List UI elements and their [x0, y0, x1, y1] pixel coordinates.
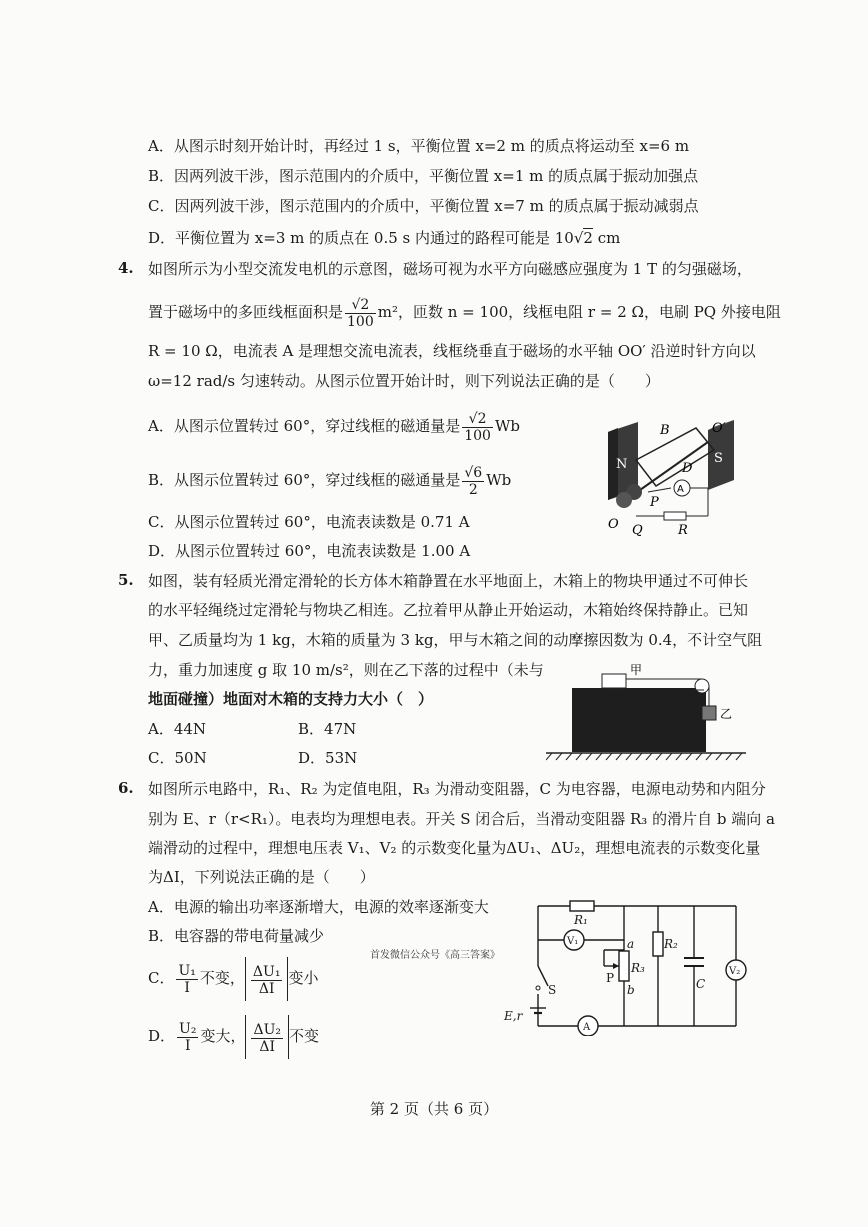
- sqrt-sign: √: [573, 229, 584, 247]
- q6-option-b: B．电容器的带电荷量减少: [148, 927, 325, 945]
- watermark-text: 首发微信公众号《高三答案》: [370, 950, 500, 961]
- q6-line3: 端滑动的过程中，理想电压表 V₁、V₂ 的示数变化量为ΔU₁、ΔU₂，理想电流表的示数变化量: [148, 839, 761, 857]
- page-footer: 第 2 页（共 6 页）: [369, 1100, 499, 1118]
- q4-line2: [148, 292, 781, 332]
- block-jia: [602, 674, 626, 688]
- q6-number: 6.: [118, 779, 134, 797]
- q3-option-d-text: D．平衡位置为 x=3 m 的质点在 0.5 s 内通过的路程可能是 10: [148, 229, 574, 247]
- q5-line4: 力，重力加速度 g 取 10 m/s²，则在乙下落的过程中（未与: [148, 661, 544, 679]
- q6-option-d-mid: 变大，: [200, 1027, 246, 1045]
- q6-option-d-label: D．: [148, 1027, 176, 1045]
- axle: [640, 442, 708, 490]
- label-o-prime: O′: [712, 421, 726, 436]
- switch-s: [538, 966, 548, 986]
- q4-option-a-fraction: [462, 411, 493, 444]
- q4-line4: ω=12 rad/s 匀速转动。从图示位置开始计时，则下列说法正确的是（ ）: [148, 372, 660, 390]
- q6-option-c-ratio: [176, 963, 197, 996]
- label-b-end: b: [627, 983, 635, 997]
- q6-option-d-ratio: [177, 1021, 198, 1054]
- label-d: D: [682, 461, 693, 476]
- resistor-r2: [653, 932, 663, 956]
- q6-option-c: [148, 956, 318, 1001]
- label-s: S: [714, 451, 723, 466]
- q4-area-num: √2: [345, 297, 376, 314]
- q4-option-a-num: √2: [462, 411, 493, 428]
- q5-option-a: A．44N: [148, 720, 207, 738]
- q4-option-b-num: √6: [464, 464, 483, 481]
- q6-option-c-abs: [245, 957, 289, 1001]
- label-p-slider: P: [606, 971, 615, 985]
- q6-option-c-post: 变小: [288, 969, 319, 987]
- label-ammeter: A: [677, 484, 684, 495]
- q4-line2-pre: 置于磁场中的多匝线框面积是: [148, 303, 344, 321]
- q3-option-a: A．从图示时刻开始计时，再经过 1 s，平衡位置 x=2 m 的质点将运动至 x=6 m: [148, 137, 690, 155]
- q6-line4: 为ΔI，下列说法正确的是（ ）: [148, 868, 375, 886]
- q3-option-d-radicand: 2: [583, 229, 593, 247]
- q6-option-c-mid: 不变，: [199, 969, 245, 987]
- q4-option-a-pre: A．从图示位置转过 60°，穿过线框的磁通量是: [148, 417, 461, 435]
- circuit-diagram: [500, 896, 758, 1036]
- resistor-r: [664, 512, 686, 520]
- q6-option-d-delta-den: ΔI: [259, 1038, 276, 1055]
- label-r3: R₃: [631, 961, 645, 975]
- q5-line3: 甲、乙质量均为 1 kg，木箱的质量为 3 kg，甲与木箱之间的动摩擦因数为 0.4，不计空气阻: [148, 631, 763, 649]
- q6-option-d-post: 不变: [289, 1027, 320, 1045]
- label-ammeter: A: [583, 1022, 591, 1033]
- q4-option-b-fraction: [462, 465, 484, 498]
- q4-area-fraction: [345, 297, 376, 330]
- q4-number: 4.: [118, 259, 134, 277]
- label-c: C: [696, 977, 706, 991]
- q6-option-c-delta-ratio: [251, 964, 283, 997]
- q5-option-c: C．50N: [148, 749, 207, 767]
- label-o: O: [608, 517, 619, 532]
- label-v1: V₁: [567, 936, 579, 947]
- q3-option-d-unit: cm: [592, 229, 621, 247]
- label-r: R: [678, 523, 688, 538]
- q5-line2: 的水平轻绳绕过定滑轮与物块乙相连。乙拉着甲从静止开始运动，木箱始终保持静止。已知: [148, 601, 749, 619]
- wooden-box: [572, 688, 706, 752]
- q6-option-d-ratio-num: U₂: [179, 1020, 197, 1037]
- box-pulley-diagram: [546, 664, 746, 764]
- pulley: [695, 679, 709, 693]
- q4-line3: R = 10 Ω，电流表 A 是理想交流电流表，线框绕垂直于磁场的水平轴 OO′ 沿逆时针方向以: [148, 342, 756, 360]
- q6-line1: 如图所示电路中，R₁、R₂ 为定值电阻，R₃ 为滑动变阻器，C 为电容器，电源电动势和内阻分: [148, 780, 766, 798]
- q4-option-a-den: 100: [464, 427, 491, 444]
- q3-option-c: C．因两列波干涉，图示范围内的介质中，平衡位置 x=7 m 的质点属于振动减弱点: [148, 197, 699, 215]
- q6-option-d-delta-num: ΔU₂: [253, 1021, 281, 1038]
- label-v2: V₂: [729, 966, 741, 977]
- label-jia: 甲: [630, 664, 643, 677]
- q4-line2-post: m²，匝数 n = 100，线框电阻 r = 2 Ω，电刷 PQ 外接电阻: [377, 303, 781, 321]
- q6-option-a: A．电源的输出功率逐渐增大，电源的效率逐渐变大: [148, 898, 489, 916]
- q3-option-b: B．因两列波干涉，图示范围内的介质中，平衡位置 x=1 m 的质点属于振动加强点: [148, 167, 699, 185]
- q4-option-c: C．从图示位置转过 60°，电流表读数是 0.71 A: [148, 513, 470, 531]
- coil-frame: [636, 428, 714, 486]
- q4-option-b-unit: Wb: [486, 471, 512, 489]
- q4-option-b-pre: B．从图示位置转过 60°，穿过线框的磁通量是: [148, 471, 461, 489]
- slider-arrow: [613, 963, 619, 969]
- q4-area-den: 100: [347, 313, 374, 330]
- q5-line5: 地面碰撞）地面对木箱的支持力大小（ ）: [148, 690, 434, 708]
- q6-line2: 别为 E、r（r<R₁）。电表均为理想电表。开关 S 闭合后，当滑动变阻器 R₃ 的滑片自 b 端向 a: [148, 810, 775, 828]
- q3-option-d: [148, 228, 620, 248]
- q6-option-d-delta-ratio: [251, 1022, 283, 1055]
- q4-option-d: D．从图示位置转过 60°，电流表读数是 1.00 A: [148, 542, 471, 560]
- label-yi: 乙: [720, 707, 733, 721]
- label-a-end: a: [627, 937, 635, 951]
- q5-number: 5.: [118, 571, 134, 589]
- block-yi: [702, 706, 716, 720]
- q6-option-c-label: C．: [148, 969, 175, 987]
- q5-line1: 如图，装有轻质光滑定滑轮的长方体木箱静置在水平地面上，木箱上的物块甲通过不可伸长: [148, 572, 749, 590]
- q6-option-c-ratio-num: U₁: [178, 962, 196, 979]
- q5-option-b: B．47N: [298, 720, 357, 738]
- q4-line1: 如图所示为小型交流发电机的示意图，磁场可视为水平方向磁感应强度为 1 T 的匀强磁场，: [148, 260, 752, 278]
- label-q: Q: [632, 523, 643, 538]
- q4-option-b: [148, 460, 511, 500]
- rheostat-r3: [619, 951, 629, 981]
- q5-option-d: D．53N: [298, 749, 358, 767]
- q6-option-c-ratio-den: I: [184, 979, 190, 996]
- label-b: B: [660, 423, 670, 438]
- q6-option-d: [148, 1014, 319, 1059]
- q4-option-a-unit: Wb: [494, 417, 520, 435]
- q4-option-b-den: 2: [468, 481, 478, 498]
- q6-option-d-ratio-den: I: [184, 1037, 191, 1054]
- q6-option-c-delta-den: ΔI: [258, 980, 275, 997]
- q4-option-a: [148, 406, 520, 446]
- label-er: E,r: [504, 1009, 523, 1023]
- label-s: S: [548, 983, 557, 997]
- label-p: P: [650, 495, 659, 510]
- generator-diagram: [596, 420, 746, 542]
- label-r2: R₂: [664, 937, 678, 951]
- label-r1: R₁: [574, 913, 588, 927]
- resistor-r1: [570, 901, 594, 911]
- q6-option-c-delta-num: ΔU₁: [252, 963, 281, 980]
- q6-option-d-abs: [245, 1015, 289, 1059]
- label-n: N: [616, 457, 628, 472]
